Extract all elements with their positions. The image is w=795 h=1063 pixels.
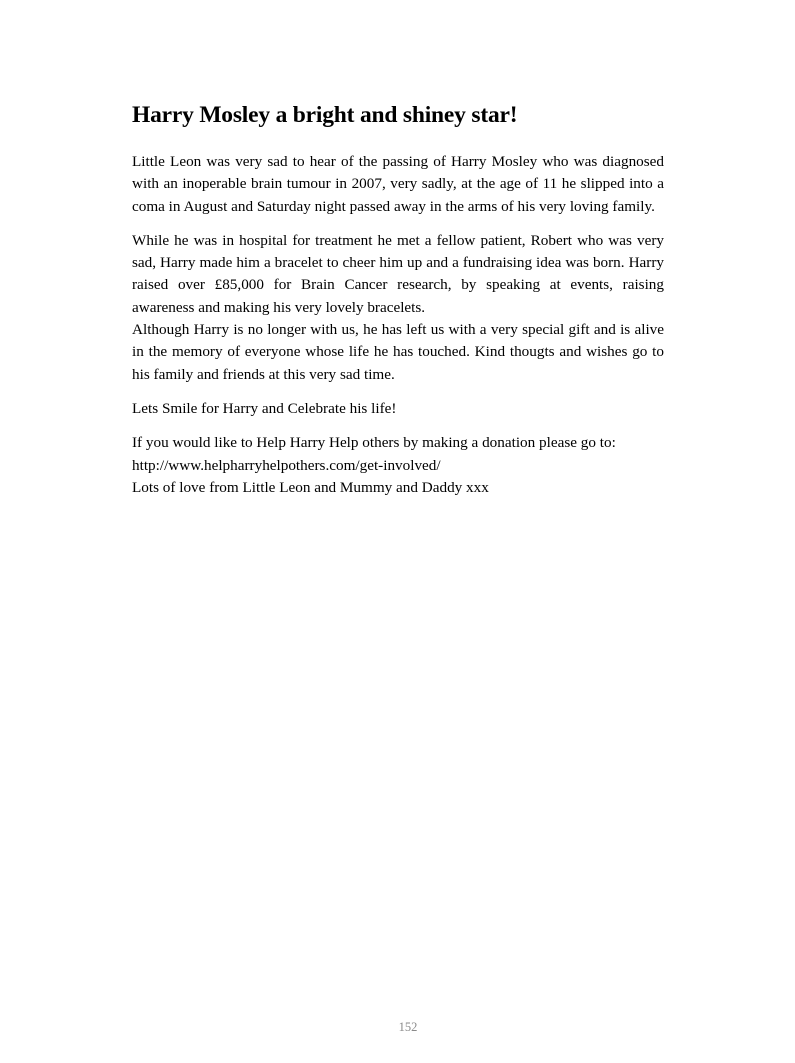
paragraph-legacy: Although Harry is no longer with us, he has left us with a very special gift and is alive in the memory of everyone whose life he has touched. Kind thougts and wishes go to his family and friends at this very sad time. bbox=[132, 321, 664, 383]
page-content bbox=[132, 100, 664, 499]
paragraph-smile: Lets Smile for Harry and Celebrate his life! bbox=[132, 399, 397, 417]
page-title: Harry Mosley a bright and shiney star! bbox=[132, 102, 518, 128]
donation-link[interactable]: http://www.helpharryhelpothers.com/get-involved/ bbox=[132, 456, 441, 474]
page-number: 152 bbox=[398, 1020, 418, 1034]
paragraph-hospital: While he was in hospital for treatment he met a fellow patient, Robert who was very sad, Harry made him a bracelet to cheer him up and a fundraising idea was born. Harry raised over £85,000 for Brain Cancer research, by speaking at events, raising awareness and making his very lovely bracelets. bbox=[132, 231, 664, 316]
paragraph-passing: Little Leon was very sad to hear of the passing of Harry Mosley who was diagnosed with an inoperable brain tumour in 2007, very sadly, at the age of 11 he slipped into a coma in August and Saturday night passed away in the arms of his very loving family. bbox=[132, 153, 664, 215]
paragraph-donation: If you would like to Help Harry Help others by making a donation please go to: bbox=[132, 434, 616, 452]
signoff-text: Lots of love from Little Leon and Mummy and Daddy xxx bbox=[132, 478, 489, 496]
